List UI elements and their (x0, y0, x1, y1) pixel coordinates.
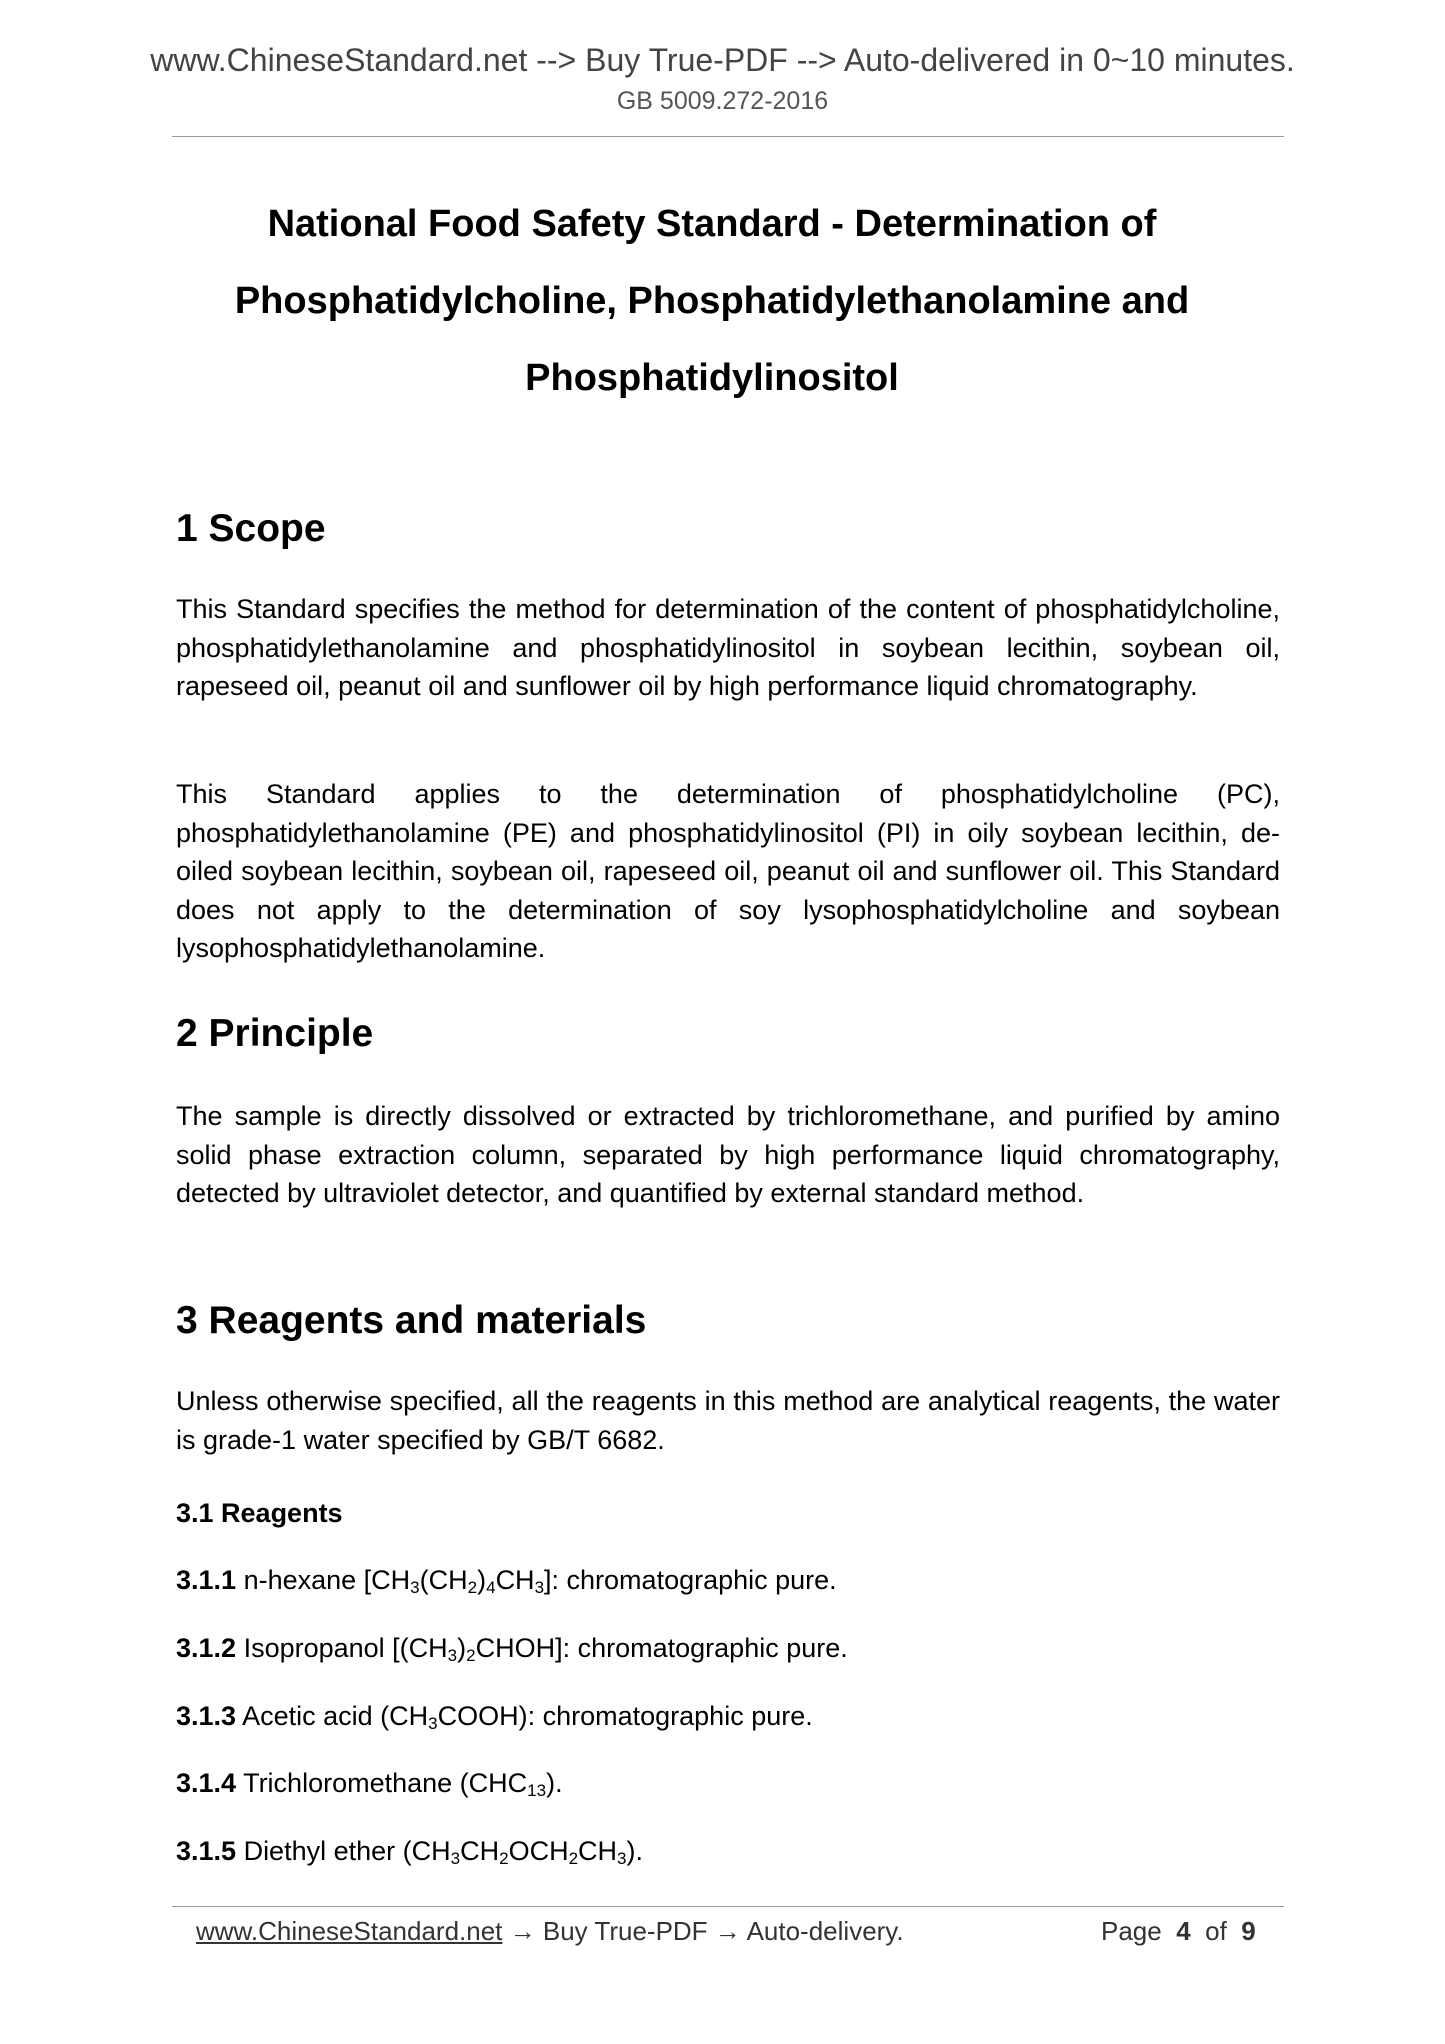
footer-promo-text: → Buy True-PDF → Auto-delivery. (502, 1916, 904, 1946)
title-line-2: Phosphatidylcholine, Phosphatidylethanolamine and (234, 280, 1190, 322)
principle-paragraph: The sample is directly dissolved or extracted by trichloromethane, and purified by amino solid phase extraction column, separated by high performance liquid chromatography, detected by ultraviolet detector, and quantified by external standard method. (176, 1101, 1280, 1208)
total-pages-number: 9 (1241, 1916, 1256, 1946)
section-heading-scope: 1 Scope (176, 507, 326, 550)
document-title (172, 186, 1252, 417)
reagent-item: 3.1.2 Isopropanol $[(CH_3)_2CHOH]$: chromatographic pure. (176, 1633, 848, 1665)
subsection-heading-reagents: 3.1 Reagents (176, 1498, 343, 1528)
reagent-item: 3.1.1 n-hexane $[CH_3(CH_2)_4CH_3]$: chromatographic pure. (176, 1565, 837, 1597)
header-banner: www.ChineseStandard.net --> Buy True-PDF --> Auto-delivered in 0~10 minutes. (150, 42, 1295, 78)
current-page-number: 4 (1176, 1916, 1191, 1946)
reagent-item-number: 3.1.2 (176, 1633, 237, 1663)
reagents-paragraph: Unless otherwise specified, all the reagents in this method are analytical reagents, the water is grade-1 water specified by GB/T 6682. (176, 1386, 1280, 1455)
reagent-item-number: 3.1.3 (176, 1701, 237, 1731)
reagent-item: 3.1.3 Acetic acid $(CH_3COOH)$: chromatographic pure. (176, 1701, 813, 1733)
page-indicator: Page 4 of 9 (1101, 1916, 1256, 1946)
reagent-item: 3.1.5 Diethyl ether $(CH_3CH_2OCH_2CH_3)$. (176, 1836, 644, 1868)
footer-promo (196, 1914, 904, 1948)
reagent-item-number: 3.1.5 (176, 1836, 237, 1866)
section-heading-principle: 2 Principle (176, 1012, 374, 1055)
title-line-3: Phosphatidylinositol (525, 357, 899, 399)
standard-code: GB 5009.272-2016 (616, 87, 829, 115)
header-divider (172, 136, 1284, 137)
section-heading-reagents: 3 Reagents and materials (176, 1299, 647, 1342)
scope-paragraph-1: This Standard specifies the method for determination of the content of phosphatidylcholine, phosphatidylethanolamine and phosphatidylinositol in soybean lecithin, soybean oil, rapeseed oil, peanut oil and sunflower oil by high performance liquid chromatography. (176, 594, 1280, 701)
footer-site-link[interactable]: www.ChineseStandard.net (196, 1916, 503, 1946)
scope-paragraph-2: This Standard applies to the determination of phosphatidylcholine (PC), phosphatidylethanolamine (PE) and phosphatidylinositol (PI) in oily soybean lecithin, de-oiled soybean lecithin, soybean oil, rapeseed oil, peanut oil and sunflower oil. This Standard does not apply to the determination of soy lysophosphatidylcholine and soybean lysophosphatidylethanolamine. (176, 779, 1280, 963)
reagent-item-number: 3.1.1 (176, 1565, 237, 1595)
reagent-item-number: 3.1.4 (176, 1768, 237, 1798)
title-line-1: National Food Safety Standard - Determination of (267, 203, 1157, 245)
footer-divider (172, 1906, 1284, 1907)
reagent-item: 3.1.4 Trichloromethane $(CHC_{13})$. (176, 1768, 563, 1800)
